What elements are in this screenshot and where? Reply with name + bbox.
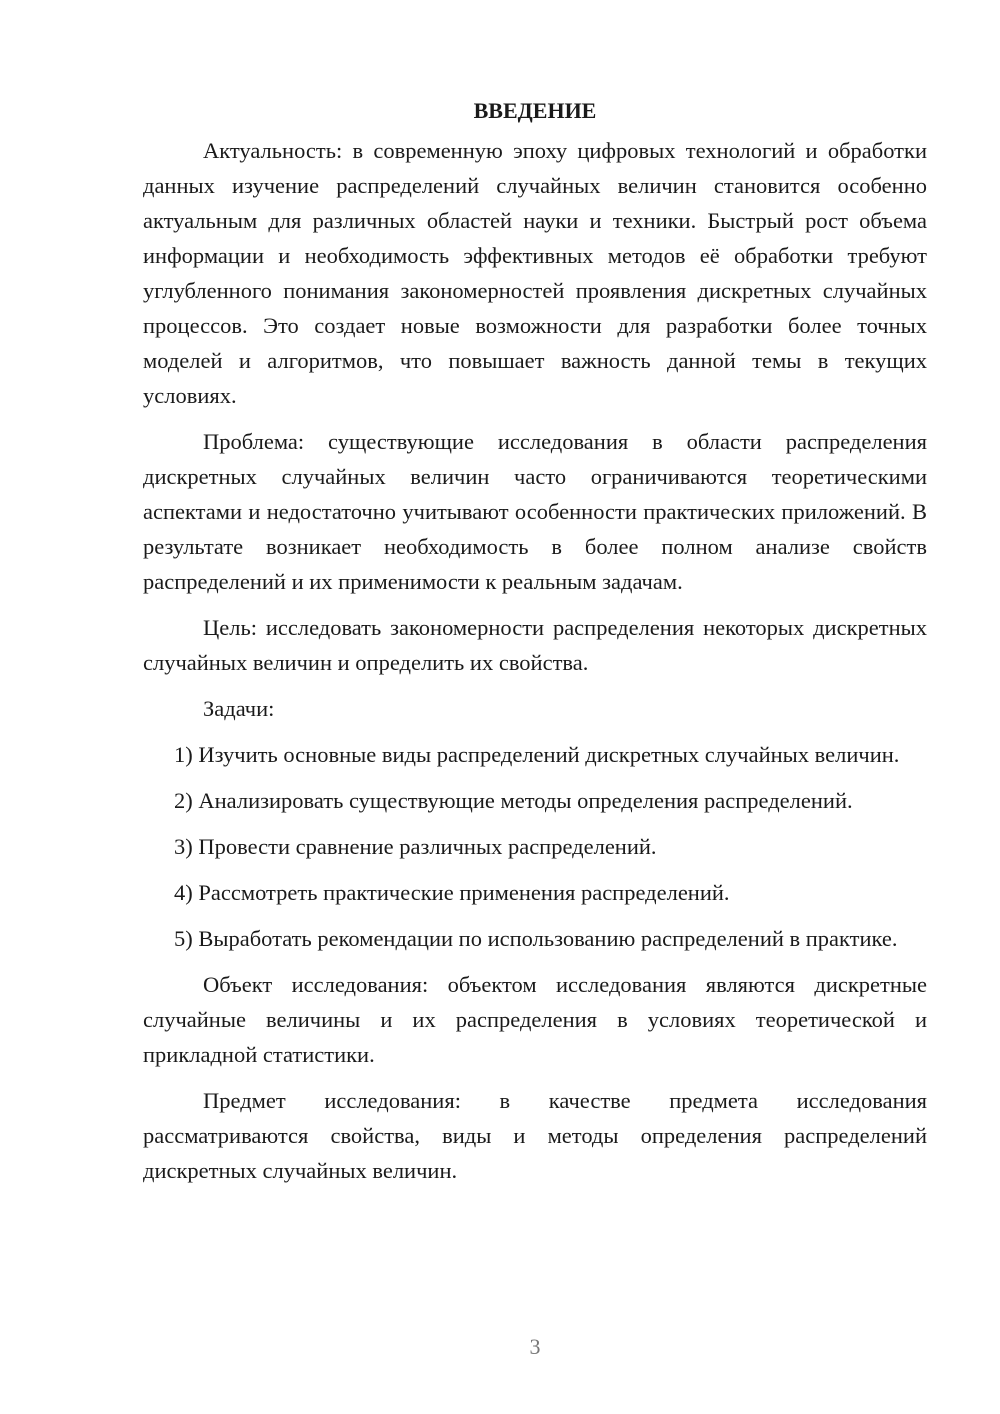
task-item-2: 2) Анализировать существующие методы определения распределений. [174,788,853,813]
task-item-4: 4) Рассмотреть практические применения распределений. [174,880,730,905]
page-title: ВВЕДЕНИЕ [473,98,597,123]
document-page [143,96,927,1199]
subject-paragraph: Предмет исследования: в качестве предмета исследования рассматриваются свойства, виды и методы определения распределений дискретных случайных величин. [143,1088,927,1183]
problem-paragraph: Проблема: существующие исследования в области распределения дискретных случайных величин часто ограничиваются теоретическими аспектами и недостаточно учитывают особенности практических приложений. В результате возникает необходимость в более полном анализе свойств распределений и их применимости к реальным задачам. [143,429,927,594]
task-item-1: 1) Изучить основные виды распределений дискретных случайных величин. [174,742,900,767]
task-item-3: 3) Провести сравнение различных распределений. [174,834,657,859]
task-item-5: 5) Выработать рекомендации по использованию распределений в практике. [174,926,898,951]
object-paragraph: Объект исследования: объектом исследования являются дискретные случайные величины и их распределения в условиях теоретической и прикладной статистики. [143,972,927,1067]
goal-paragraph: Цель: исследовать закономерности распределения некоторых дискретных случайных величин и определить их свойства. [143,615,927,675]
relevance-paragraph: Актуальность: в современную эпоху цифровых технологий и обработки данных изучение распределений случайных величин становится особенно актуальным для различных областей науки и техники. Быстрый рост объема информации и необходимость эффективных методов её обработки требуют углубленного понимания закономерностей проявления дискретных случайных процессов. Это создает новые возможности для разработки более точных моделей и алгоритмов, что повышает важность данной темы в текущих условиях. [143,138,927,408]
tasks-heading: Задачи: [203,696,275,721]
page-number: 3 [529,1334,541,1359]
